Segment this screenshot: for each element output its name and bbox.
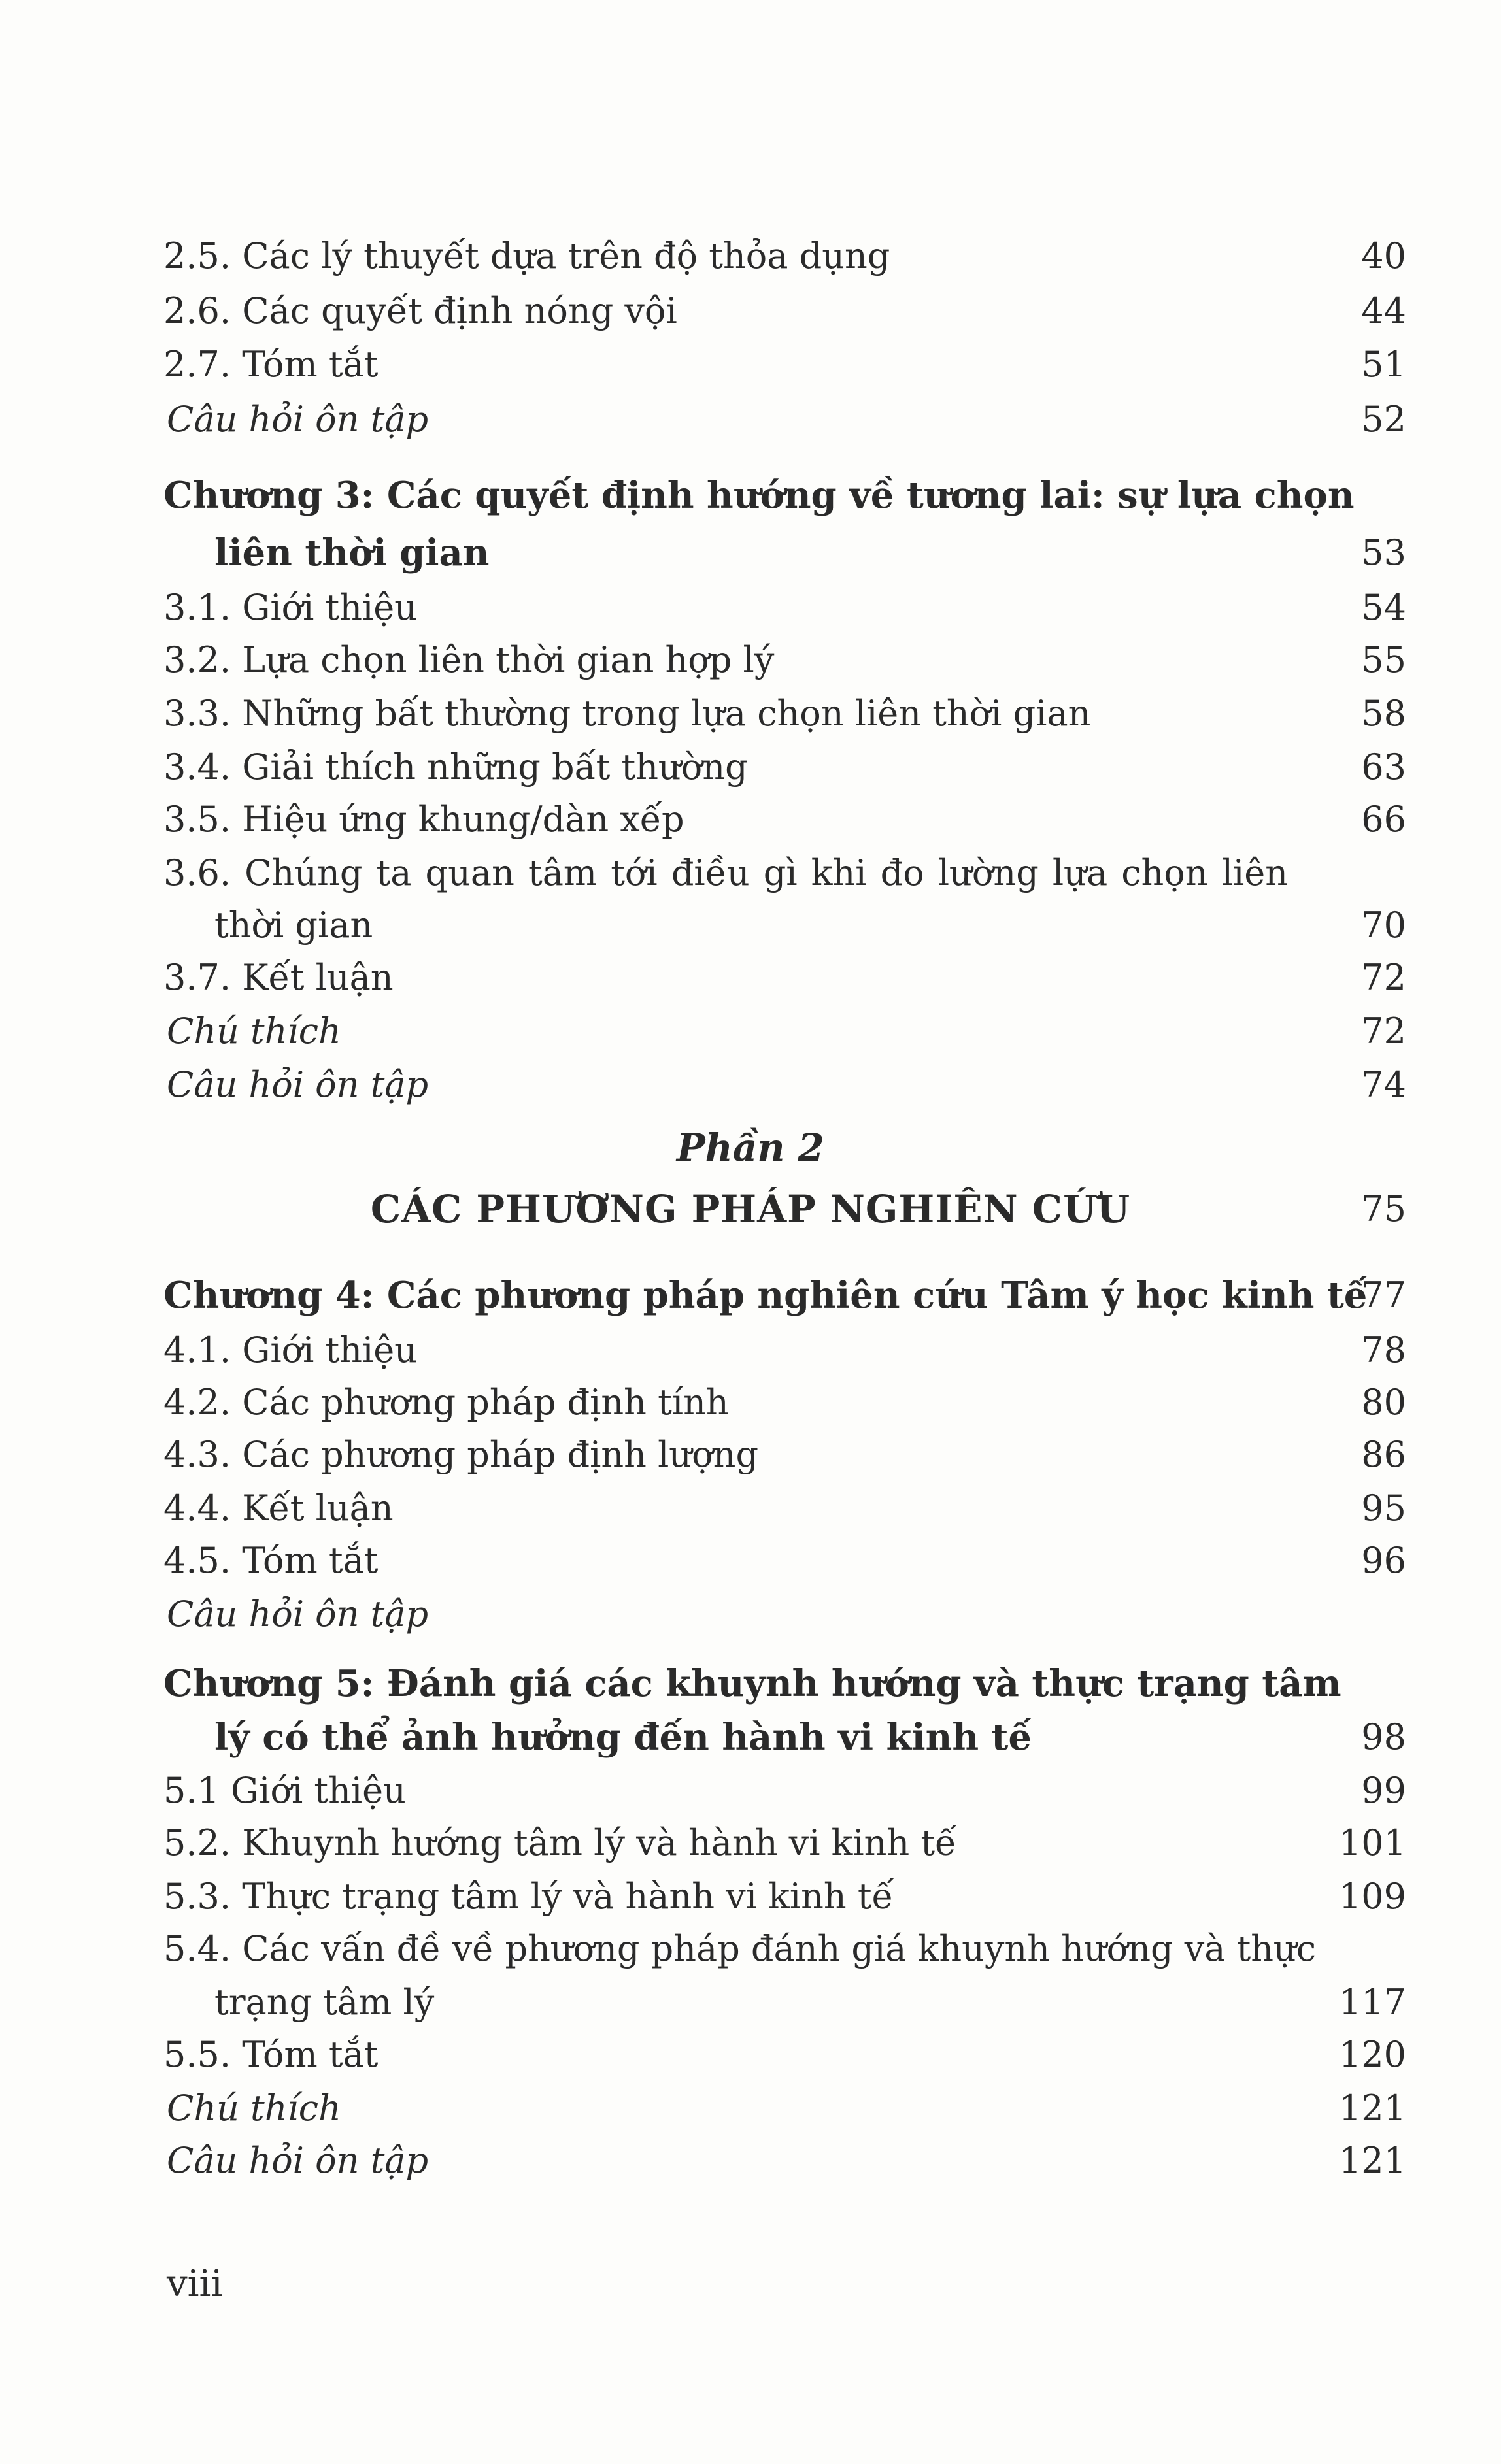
toc-entry-page: 72 <box>1361 957 1406 998</box>
toc-entry <box>0 2029 1501 2081</box>
toc-entry <box>0 1005 1501 1057</box>
toc-entry <box>0 793 1501 846</box>
toc-entry-title: 3.3. Những bất thường trong lựa chọn liên thời gian <box>163 693 1091 734</box>
toc-entry-title-cont: thời gian <box>214 905 373 946</box>
toc-entry <box>0 1535 1501 1587</box>
toc-entry-title: 3.2. Lựa chọn liên thời gian hợp lý <box>163 639 775 680</box>
part-label: Phần 2 <box>676 1125 825 1170</box>
toc-entry-page: 55 <box>1361 639 1406 680</box>
toc-entry <box>0 582 1501 634</box>
toc-chapter-title: Chương 3: Các quyết định hướng về tương lai: sự lựa chọn <box>163 474 1355 517</box>
toc-entry-page: 52 <box>1361 399 1406 440</box>
toc-entry <box>0 1765 1501 1817</box>
toc-entry-title: 5.1 Giới thiệu <box>163 1770 406 1811</box>
toc-entry <box>0 1588 1501 1640</box>
toc-entry-page: 44 <box>1361 290 1406 331</box>
toc-entry-title: 3.4. Giải thích những bất thường <box>163 746 748 788</box>
toc-entry-page: 120 <box>1338 2034 1406 2075</box>
toc-entry-cont <box>0 1976 1501 2029</box>
toc-entry-title: 3.5. Hiệu ứng khung/dàn xếp <box>163 799 684 840</box>
toc-entry-page: 40 <box>1361 235 1406 276</box>
toc-entry <box>0 339 1501 391</box>
toc-entry <box>0 1059 1501 1111</box>
toc-entry-title: 2.6. Các quyết định nóng vội <box>163 290 677 331</box>
toc-chapter-heading <box>0 1269 1501 1322</box>
toc-entry-title: Câu hỏi ôn tập <box>167 1064 429 1105</box>
toc-entry <box>0 1429 1501 1481</box>
toc-entry-page: 53 <box>1361 532 1406 573</box>
toc-entry <box>0 1324 1501 1376</box>
toc-entry-page: 121 <box>1338 2140 1406 2181</box>
toc-chapter-title: Chương 4: Các phương pháp nghiên cứu Tâm ý học kinh tế <box>163 1274 1368 1317</box>
toc-entry-page: 75 <box>1361 1188 1406 1229</box>
toc-entry-page: 98 <box>1361 1716 1406 1757</box>
toc-chapter-heading <box>0 469 1501 522</box>
toc-chapter-title-cont: liên thời gian <box>214 531 490 574</box>
toc-entry-title: 4.3. Các phương pháp định lượng <box>163 1434 759 1475</box>
page-number: viii <box>167 2263 223 2305</box>
toc-entry-title: 4.2. Các phương pháp định tính <box>163 1382 729 1423</box>
toc-entry <box>0 1817 1501 1869</box>
part-title: CÁC PHƯƠNG PHÁP NGHIÊN CỨU <box>370 1187 1131 1231</box>
toc-entry <box>0 634 1501 686</box>
toc-chapter-title-cont: lý có thể ảnh hưởng đến hành vi kinh tế <box>214 1716 1032 1759</box>
toc-entry <box>0 1482 1501 1535</box>
toc-entry-page: 109 <box>1338 1876 1406 1917</box>
toc-chapter-heading-cont <box>0 527 1501 579</box>
toc-entry <box>0 230 1501 282</box>
toc-entry-title: 5.4. Các vấn đề về phương pháp đánh giá khuynh hướng và thực <box>163 1928 1317 1969</box>
toc-entry-title: 5.2. Khuynh hướng tâm lý và hành vi kinh tế <box>163 1822 957 1863</box>
toc-entry-page: 95 <box>1361 1488 1406 1529</box>
toc-entry <box>0 847 1501 899</box>
toc-entry <box>0 2135 1501 2187</box>
toc-entry-title: Chú thích <box>167 2088 341 2129</box>
toc-entry-page: 96 <box>1361 1540 1406 1581</box>
toc-chapter-title: Chương 5: Đánh giá các khuynh hướng và thực trạng tâm <box>163 1662 1341 1705</box>
toc-entry <box>0 393 1501 446</box>
toc-entry-title: 2.5. Các lý thuyết dựa trên độ thỏa dụng <box>163 235 890 276</box>
toc-entry-page: 101 <box>1338 1822 1406 1863</box>
toc-entry-page: 66 <box>1361 799 1406 840</box>
toc-entry-page: 63 <box>1361 746 1406 788</box>
toc-entry <box>0 952 1501 1004</box>
toc-entry-page: 121 <box>1338 2088 1406 2129</box>
toc-entry-title: 3.1. Giới thiệu <box>163 587 418 628</box>
toc-entry-page: 74 <box>1361 1064 1406 1105</box>
toc-entry-title-cont: trạng tâm lý <box>214 1982 435 2023</box>
toc-chapter-heading-cont <box>0 1711 1501 1763</box>
toc-entry-page: 70 <box>1361 905 1406 946</box>
toc-chapter-heading <box>0 1657 1501 1710</box>
part-heading <box>0 1183 1501 1235</box>
toc-entry-title: 4.5. Tóm tắt <box>163 1540 379 1581</box>
toc-entry-page: 77 <box>1361 1274 1406 1316</box>
toc-entry-title: Chú thích <box>167 1010 341 1052</box>
toc-entry-page: 72 <box>1361 1010 1406 1052</box>
toc-entry <box>0 688 1501 740</box>
toc-entry <box>0 1871 1501 1923</box>
toc-entry-page: 54 <box>1361 587 1406 628</box>
toc-entry-title: 4.1. Giới thiệu <box>163 1329 418 1371</box>
toc-entry <box>0 741 1501 793</box>
toc-entry-title: 3.7. Kết luận <box>163 957 394 998</box>
toc-entry-page: 78 <box>1361 1329 1406 1371</box>
toc-entry-title: Câu hỏi ôn tập <box>167 2140 429 2181</box>
toc-entry-cont <box>0 899 1501 952</box>
toc-entry-title: Câu hỏi ôn tập <box>167 399 429 440</box>
toc-entry-title: 5.3. Thực trạng tâm lý và hành vi kinh tế <box>163 1876 894 1917</box>
toc-entry <box>0 1923 1501 1975</box>
toc-entry <box>0 1376 1501 1429</box>
toc-entry-page: 58 <box>1361 693 1406 734</box>
toc-entry-page: 51 <box>1361 344 1406 385</box>
toc-entry <box>0 285 1501 337</box>
toc-entry-page: 80 <box>1361 1382 1406 1423</box>
toc-entry-page: 86 <box>1361 1434 1406 1475</box>
toc-entry-title: 3.6. Chúng ta quan tâm tới điều gì khi đo lường lựa chọn liên <box>163 852 1288 893</box>
toc-entry-page: 99 <box>1361 1770 1406 1811</box>
toc-entry-title: Câu hỏi ôn tập <box>167 1593 429 1635</box>
toc-entry-page: 117 <box>1338 1982 1406 2023</box>
toc-entry-title: 4.4. Kết luận <box>163 1488 394 1529</box>
toc-entry-title: 5.5. Tóm tắt <box>163 2034 379 2075</box>
toc-entry-title: 2.7. Tóm tắt <box>163 344 379 385</box>
toc-entry <box>0 2082 1501 2135</box>
